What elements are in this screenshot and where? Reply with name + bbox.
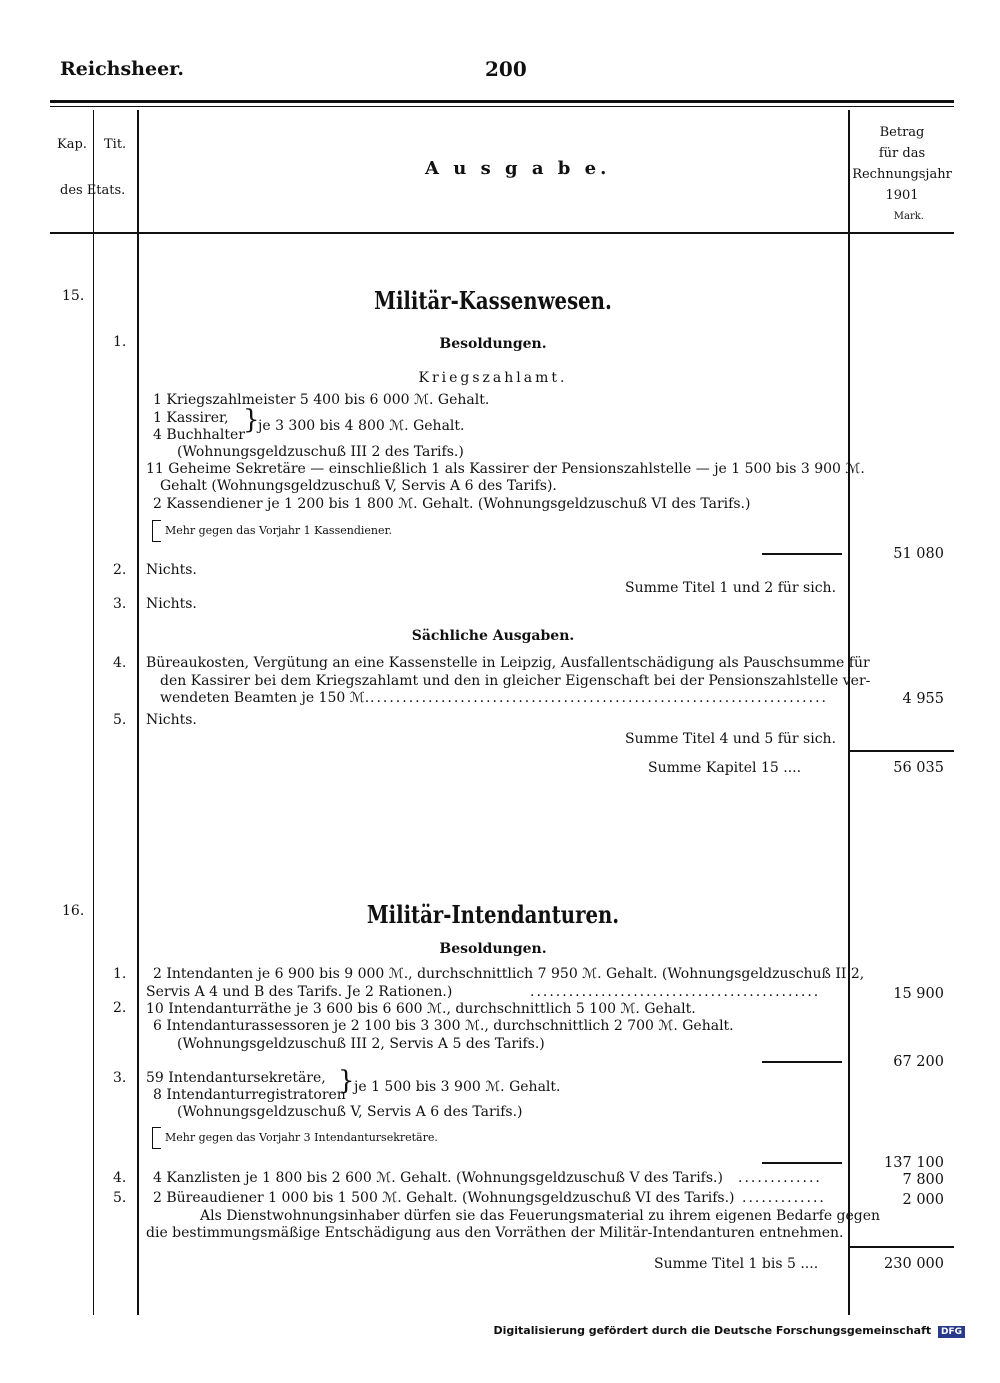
kap16-tit5: 5. [113,1190,127,1206]
running-head: Reichsheer. [60,58,185,80]
kap15-line5: Gehalt (Wohnungsgeldzuschuß V, Servis A 6 des Tarifs). [160,478,557,494]
kap16-line5: (Wohnungsgeldzuschuß III 2, Servis A 5 des Tarifs.) [177,1036,545,1052]
header-rule [50,232,954,234]
kap16-tit2: 2. [113,1000,127,1016]
kap16-summe: Summe Titel 1 bis 5 .... [654,1256,819,1272]
kap15-total-rule [850,750,954,752]
col-header-tit: Tit. [104,137,127,152]
betrag-line-1: Betrag [879,125,925,140]
kap16-line7: (Wohnungsgeldzuschuß V, Servis A 6 des Tarifs.) [177,1104,523,1120]
kap15-title-wrap [140,286,846,315]
col-rule-kap-tit [93,110,94,1315]
kap15-note-bracket [152,520,161,542]
kap15-title: Militär-Kassenwesen. [374,286,612,315]
kap16-dots4: ............. [738,1170,822,1186]
kap16-line3: 10 Intendanturräthe je 3 600 bis 6 600 ℳ., durchschnittlich 5 100 ℳ. Gehalt. [146,1001,696,1017]
kap16-amount-total: 230 000 [884,1256,944,1272]
kap15-saechliche: Sächliche Ausgaben. [411,628,575,644]
kap16-line1: 2 Intendanten je 6 900 bis 9 000 ℳ., durchschnittlich 7 950 ℳ. Gehalt. (Wohnungsgeldzuschuß II 2, [153,966,865,982]
kap15-summe45: Summe Titel 4 und 5 für sich. [625,731,837,747]
kap16-note-bracket [152,1127,161,1149]
kap15-line2a: 1 Kassirer, [153,410,229,426]
kap16-line11: die bestimmungsmäßige Entschädigung aus den Vorräthen der Militär-Intendanturen entnehmen. [146,1225,844,1241]
kap16-number: 16. [62,903,85,919]
kap16-note3: Mehr gegen das Vorjahr 3 Intendantursekretäre. [165,1131,438,1144]
kap15-tit2: 2. [113,562,127,578]
betrag-line-4: 1901 [885,188,919,203]
dfg-footer [493,1324,965,1338]
kap16-amount5: 2 000 [902,1192,944,1208]
kap15-amount4: 4 955 [902,691,944,707]
kap16-dots5: ............. [742,1190,826,1206]
kap16-total-rule [850,1246,954,1248]
kap15-line7: Büreaukosten, Vergütung an eine Kassenstelle in Leipzig, Ausfallentschädigung als Pauschsumme für [146,655,870,671]
kap16-line6b: 8 Intendanturregistratoren [153,1087,346,1103]
kap16-dots1: ............................................. [530,984,821,1000]
kap15-nichts2: Nichts. [146,562,197,578]
kap15-line2b: 4 Buchhalter [153,427,245,443]
kap16-subtotal-rule-3 [762,1162,842,1164]
kap15-note1: Mehr gegen das Vorjahr 1 Kassendiener. [165,524,393,537]
kap15-nichts5: Nichts. [146,712,197,728]
kap15-amount-kap: 56 035 [893,760,944,776]
kap16-line2: Servis A 4 und B des Tarifs. Je 2 Rationen.) [146,984,453,1000]
kap16-line4: 6 Intendanturassessoren je 2 100 bis 3 300 ℳ., durchschnittlich 2 700 ℳ. Gehalt. [153,1018,734,1034]
kap16-subtotal-rule-2 [762,1061,842,1063]
col-rule-tit-text [137,110,139,1315]
kap16-besoldungen: Besoldungen. [439,941,547,957]
kap15-line1: 1 Kriegszahlmeister 5 400 bis 6 000 ℳ. Gehalt. [153,392,490,408]
kap15-line3: (Wohnungsgeldzuschuß III 2 des Tarifs.) [177,444,464,460]
kap15-brace: } [243,405,260,435]
kap15-number: 15. [62,288,85,304]
kap15-line9: wendeten Beamten je 150 ℳ. [160,690,370,706]
col-rule-text-amount [848,110,850,1315]
top-rule-thin [50,106,954,107]
betrag-line-2: für das [878,146,926,161]
kap15-nichts3: Nichts. [146,596,197,612]
kap16-amount1: 15 900 [893,986,944,1002]
kap16-tit4: 4. [113,1170,127,1186]
kap15-summe-kap: Summe Kapitel 15 .... [648,760,802,776]
col-header-ausgabe: A u s g a b e. [425,158,611,179]
dfg-logo: DFG [938,1326,965,1338]
kap15-tit1: 1. [113,334,127,350]
kap15-line8: den Kassirer bei dem Kriegszahlamt und den in gleicher Eigenschaft bei der Pensionszahlstelle ver- [160,673,871,689]
betrag-line-3: Rechnungsjahr [852,167,952,182]
kap16-line10: Als Dienstwohnungsinhaber dürfen sie das Feuerungsmaterial zu ihrem eigenen Bedarfe gegen [200,1208,881,1224]
footer-text: Digitalisierung gefördert durch die Deutsche Forschungsgemeinschaft [493,1324,932,1337]
kap15-dots4: ....................................................................... [370,690,828,706]
kap16-title-wrap [140,900,846,929]
kap16-line6c: je 1 500 bis 3 900 ℳ. Gehalt. [354,1079,561,1095]
kap16-brace: } [338,1066,355,1096]
kap16-line6a: 59 Intendantursekretäre, [146,1070,326,1086]
betrag-unit: Mark. [893,211,924,222]
kap16-line9: 2 Büreaudiener 1 000 bis 1 500 ℳ. Gehalt. (Wohnungsgeldzuschuß VI des Tarifs.) [153,1190,735,1206]
kap16-amount2: 67 200 [893,1054,944,1070]
kap15-subtotal-rule [762,553,842,555]
kap16-tit1: 1. [113,966,127,982]
kap15-tit5: 5. [113,712,127,728]
kap16-amount4: 7 800 [902,1172,944,1188]
kap15-tit3: 3. [113,596,127,612]
page-number: 200 [485,57,527,81]
col-header-kap: Kap. [57,137,87,152]
col-header-betrag [850,122,954,227]
kap16-amount3: 137 100 [884,1155,944,1171]
kap15-amount1: 51 080 [893,546,944,562]
kap15-line4: 11 Geheime Sekretäre — einschließlich 1 als Kassirer der Pensionszahlstelle — je 1 500 bis 3 900 ℳ. [146,461,865,477]
kap15-summe12: Summe Titel 1 und 2 für sich. [625,580,837,596]
kap15-line2c: je 3 300 bis 4 800 ℳ. Gehalt. [258,418,465,434]
kap15-line6: 2 Kassendiener je 1 200 bis 1 800 ℳ. Gehalt. (Wohnungsgeldzuschuß VI des Tarifs.) [153,496,751,512]
col-header-des-etats: des Etats. [60,183,126,198]
kap16-line8: 4 Kanzlisten je 1 800 bis 2 600 ℳ. Gehalt. (Wohnungsgeldzuschuß V des Tarifs.) [153,1170,723,1186]
kap16-title: Militär-Intendanturen. [366,900,620,929]
top-rule-thick [50,100,954,103]
kap15-kriegszahlamt: Kriegszahlamt. [418,370,568,386]
kap15-besoldungen: Besoldungen. [439,336,547,352]
kap16-tit3: 3. [113,1070,127,1086]
kap15-tit4: 4. [113,655,127,671]
